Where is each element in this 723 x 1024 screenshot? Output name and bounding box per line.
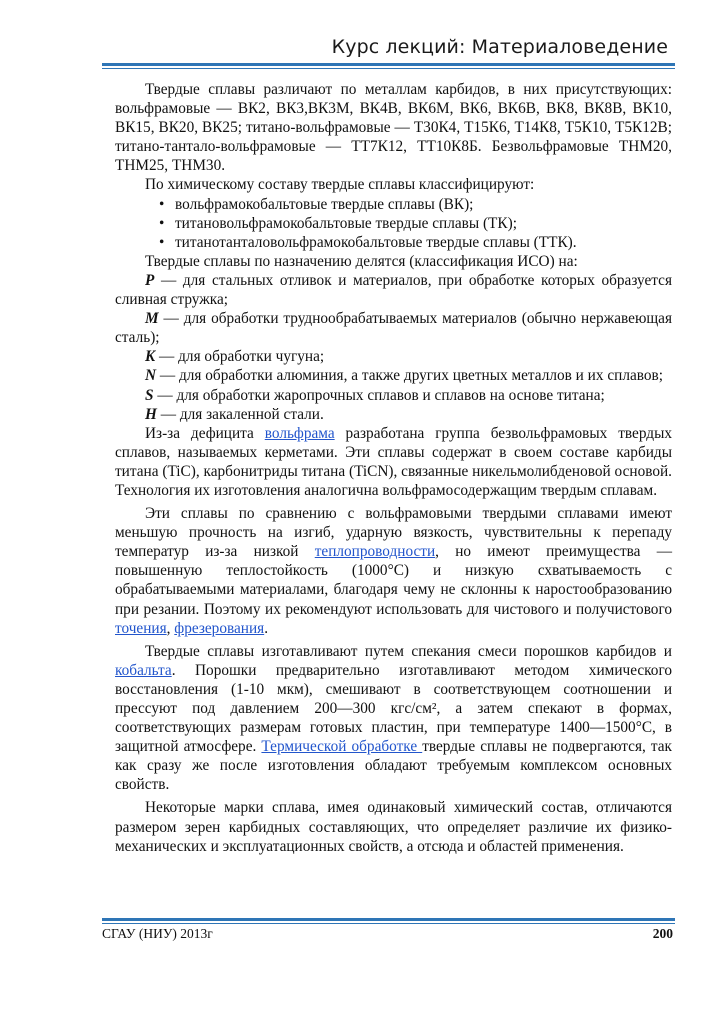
iso-item-h: H — для закаленной стали.	[145, 405, 324, 423]
iso-item-n: N — для обработки алюминия, а также других цветных металлов и их сплавов;	[145, 367, 663, 385]
link-tungsten[interactable]: вольфрама	[264, 424, 335, 442]
paragraph-manufacturing: Твердые сплавы изготавливают путем спекания смеси порошков карбидов и кобальта. Порошки предварительно изготавливают методом химического восстановления (1-10 мкм), смешивают в соответствующем соотношении и прессуют под давлением 200—300 кгс/см², а затем спекают в формах, соответствующих размерам готовых пластин, при температуре 1400—1500°С, в защитной атмосфере. Термической обработке твердые сплавы не подвергаются, так как сразу же после изготовления обладают требуемым комплексом основных свойств.	[115, 642, 672, 794]
iso-item-k: K — для обработки чугуна;	[145, 348, 325, 366]
footer-rule	[102, 918, 675, 924]
bullet-icon: •	[159, 214, 165, 232]
bullet-icon: •	[159, 195, 165, 213]
footer-institution: СГАУ (НИУ) 2013г	[102, 926, 213, 941]
classification-list	[115, 195, 672, 252]
list-item: • титановольфрамокобальтовые твердые сплавы (ТК);	[159, 214, 517, 232]
iso-item-s: S — для обработки жаропрочных сплавов и сплавов на основе титана;	[145, 386, 605, 404]
page-content	[115, 80, 672, 856]
link-heat-treatment[interactable]: Термической обработке	[261, 738, 423, 756]
page-header-title: Курс лекций: Материаловедение	[331, 36, 668, 58]
paragraph-cermets: Из-за дефицита вольфрама разработана группа безвольфрамовых твердых сплавов, называемых керметами. Эти сплавы содержат в своем составе карбиды титана (TiC), карбонитриды титана (TiCN), связанные никельмолибденовой основой. Технология их изготовления аналогична вольфрамосодержащим твердым сплавам.	[115, 424, 672, 499]
list-item: • титанотанталовольфрамокобальтовые твердые сплавы (ТТК).	[159, 233, 577, 251]
paragraph-grain-size: Некоторые марки сплава, имея одинаковый химический состав, отличаются размером зерен карбидных составляющих, что определяет различие их физико-механических и эксплуатационных свойств, а отсюда и областей применения.	[115, 799, 672, 855]
paragraph-cermet-properties: Эти сплавы по сравнению с вольфрамовыми твердыми сплавами имеют меньшую прочность на изгиб, ударную вязкость, чувствительны к перепаду температур из-за низкой теплопроводности, но имеют преимущества — повышенную теплостойкость (1000°С) и низкую схватываемость с обрабатываемыми материалами, благодаря чему не склонны к наростообразованию при резании. Поэтому их рекомендуют использовать для чистового и получистового точения, фрезерования.	[115, 505, 673, 637]
paragraph-alloy-types: Твердые сплавы различают по металлам карбидов, в них присутствующих: вольфрамовые — ВК2, ВК3,ВК3М, ВК4В, ВК6М, ВК6, ВК6В, ВК8, ВК8В, ВК10, ВК15, ВК20, ВК25; титано-вольфрамовые — Т30К4, Т15К6, Т14К8, Т5К10, Т5К12В; титано-тантало-вольфрамовые — ТТ7К12, ТТ10К8Б. Безвольфрамовые ТНМ20, ТНМ25, ТНМ30.	[115, 81, 672, 175]
paragraph-chemical-classification: По химическому составу твердые сплавы классифицируют:	[145, 176, 535, 194]
link-turning[interactable]: точения	[115, 619, 167, 637]
link-thermal-conductivity[interactable]: теплопроводности	[314, 543, 436, 561]
bullet-icon: •	[159, 233, 165, 251]
header-rule	[102, 63, 675, 69]
link-milling[interactable]: фрезерования	[174, 619, 265, 637]
page-number: 200	[652, 926, 673, 941]
paragraph-iso-intro: Твердые сплавы по назначению делятся (классификация ИСО) на:	[145, 252, 578, 270]
list-item: • вольфрамокобальтовые твердые сплавы (ВК);	[159, 195, 474, 213]
iso-item-m: M — для обработки труднообрабатываемых материалов (обычно нержавеющая сталь);	[115, 310, 672, 347]
iso-item-p: P — для стальных отливок и материалов, при обработке которых образуется сливная стружка;	[115, 271, 672, 309]
link-cobalt[interactable]: кобальта	[115, 661, 172, 679]
